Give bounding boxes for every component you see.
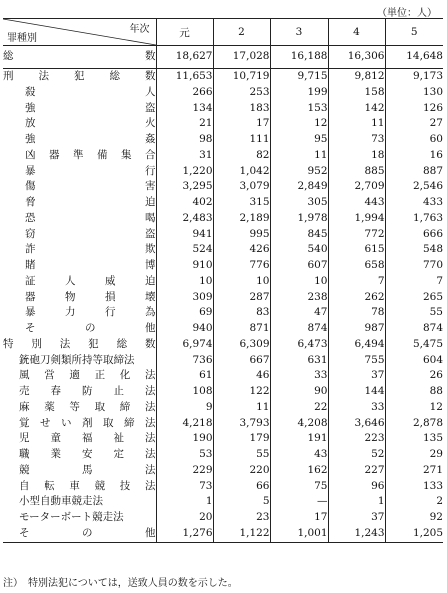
row-label-text: 児 童 福 祉 法 (19, 432, 156, 445)
value-cell: 75 (270, 479, 328, 495)
value-cell: 90 (270, 384, 328, 400)
row-label-text: そ の 他 (25, 322, 156, 334)
table-row (3, 384, 443, 400)
row-label-text: 風 営 適 正 化 法 (19, 369, 156, 382)
row-label-text: 脅 迫 (25, 196, 156, 208)
value-cell: 6,974 (156, 337, 213, 353)
value-cell: 604 (385, 353, 443, 369)
value-cell: 43 (270, 447, 328, 463)
value-cell: 315 (213, 195, 270, 211)
value-cell: 33 (270, 368, 328, 384)
value-cell: 122 (213, 384, 270, 400)
value-cell: 20 (156, 510, 213, 526)
value-cell: 940 (156, 321, 213, 337)
value-cell: 2,189 (213, 211, 270, 227)
value-cell: 21 (156, 116, 213, 132)
value-cell: 191 (270, 431, 328, 447)
value-cell: 952 (270, 164, 328, 180)
value-cell: 1,042 (213, 164, 270, 180)
row-label (3, 132, 156, 148)
row-label-text: 自 転 車 競 技 法 (19, 479, 156, 492)
value-cell: 108 (156, 384, 213, 400)
row-label (3, 463, 156, 479)
value-cell: 1,243 (328, 526, 385, 542)
row-label (3, 195, 156, 211)
value-cell: 16 (385, 148, 443, 164)
value-cell: 9 (156, 400, 213, 416)
value-cell: 18 (328, 148, 385, 164)
value-cell: 66 (213, 479, 270, 495)
table-row (3, 479, 443, 495)
year-header: 2 (213, 19, 270, 46)
group-row (3, 69, 443, 85)
value-cell: 845 (270, 227, 328, 243)
value-cell: 874 (270, 321, 328, 337)
value-cell: 227 (328, 463, 385, 479)
value-cell: 1,122 (213, 526, 270, 542)
value-cell: 770 (385, 258, 443, 274)
year-header: 元 (156, 19, 213, 46)
value-cell: 666 (385, 227, 443, 243)
value-cell: 11 (270, 148, 328, 164)
value-cell: 3,079 (213, 179, 270, 195)
value-cell: 1,001 (270, 526, 328, 542)
row-label-text: 小型自動車競走法 (19, 495, 103, 508)
header-row (3, 19, 443, 46)
row-label (3, 148, 156, 164)
value-cell: 1 (156, 494, 213, 510)
value-cell: 14,648 (385, 46, 443, 69)
row-label (3, 211, 156, 227)
row-label-text: 特 別 法 犯 総 数 (3, 337, 156, 350)
row-label (3, 353, 156, 369)
value-cell: 52 (328, 447, 385, 463)
row-label (3, 290, 156, 306)
row-label-text: 賭 博 (25, 259, 156, 271)
value-cell: 305 (270, 195, 328, 211)
value-cell: 433 (385, 195, 443, 211)
row-label (3, 368, 156, 384)
value-cell: 5,475 (385, 337, 443, 353)
value-cell: 130 (385, 85, 443, 101)
table-row (3, 274, 443, 290)
value-cell: 27 (385, 116, 443, 132)
table-row (3, 431, 443, 447)
value-cell: 667 (213, 353, 270, 369)
value-cell: 871 (213, 321, 270, 337)
row-label (3, 164, 156, 180)
unit-label: （単位：人） (377, 8, 437, 19)
value-cell: 199 (270, 85, 328, 101)
value-cell: 885 (328, 164, 385, 180)
value-cell: 755 (328, 353, 385, 369)
value-cell: 548 (385, 242, 443, 258)
value-cell: 9,812 (328, 69, 385, 85)
row-label-text: 売 春 防 止 法 (19, 385, 156, 397)
value-cell: 524 (156, 242, 213, 258)
value-cell: 1,994 (328, 211, 385, 227)
table-row (3, 290, 443, 306)
year-header: 5 (385, 19, 443, 46)
row-label (3, 431, 156, 447)
value-cell: 2,483 (156, 211, 213, 227)
table-row (3, 101, 443, 117)
value-cell: 16,306 (328, 46, 385, 69)
value-cell: 426 (213, 242, 270, 258)
value-cell: 142 (328, 101, 385, 117)
value-cell: 37 (328, 368, 385, 384)
value-cell: 17 (213, 116, 270, 132)
value-cell: 736 (156, 353, 213, 369)
value-cell: 607 (270, 258, 328, 274)
value-cell: 23 (213, 510, 270, 526)
value-cell: 92 (385, 510, 443, 526)
value-cell: 61 (156, 368, 213, 384)
value-cell: 47 (270, 305, 328, 321)
row-label-text: そ の 他 (19, 526, 156, 539)
value-cell: 6,494 (328, 337, 385, 353)
value-cell: 26 (385, 368, 443, 384)
value-cell: 772 (328, 227, 385, 243)
row-label (3, 227, 156, 243)
row-label (3, 242, 156, 258)
table-row (3, 353, 443, 369)
value-cell: 220 (213, 463, 270, 479)
value-cell: 995 (213, 227, 270, 243)
row-label (3, 321, 156, 337)
row-label-text: 競 馬 法 (19, 463, 156, 476)
table-row (3, 447, 443, 463)
value-cell: 4,218 (156, 416, 213, 432)
value-cell: 874 (385, 321, 443, 337)
row-label (3, 179, 156, 195)
value-cell: 53 (156, 447, 213, 463)
value-cell: 88 (385, 384, 443, 400)
row-label-text: 凶 器 準 備 集 合 (25, 148, 156, 161)
row-label (3, 305, 156, 321)
value-cell: 253 (213, 85, 270, 101)
row-label-text: 放 火 (25, 117, 156, 130)
value-cell: 3,793 (213, 416, 270, 432)
value-cell: 16,188 (270, 46, 328, 69)
value-cell: 83 (213, 305, 270, 321)
row-label-text: 銃砲刀剣類所持等取締法 (19, 353, 135, 366)
value-cell: 266 (156, 85, 213, 101)
value-cell: 22 (270, 400, 328, 416)
value-cell: 7 (328, 274, 385, 290)
value-cell: 238 (270, 290, 328, 306)
value-cell: 55 (213, 447, 270, 463)
value-cell: 10 (156, 274, 213, 290)
value-cell: 2,546 (385, 179, 443, 195)
row-label (3, 337, 156, 353)
row-label-text: 強 盗 (25, 101, 156, 114)
value-cell: 7 (385, 274, 443, 290)
value-cell: 126 (385, 101, 443, 117)
row-label (3, 85, 156, 101)
value-cell: 96 (328, 479, 385, 495)
value-cell: 134 (156, 101, 213, 117)
row-label (3, 400, 156, 416)
row-label-text: 麻 薬 等 取 締 法 (19, 400, 156, 413)
table-row (3, 211, 443, 227)
value-cell: 271 (385, 463, 443, 479)
value-cell: 190 (156, 431, 213, 447)
value-cell: 133 (385, 479, 443, 495)
table-row (3, 148, 443, 164)
value-cell: 10,719 (213, 69, 270, 85)
table-row (3, 164, 443, 180)
value-cell: 658 (328, 258, 385, 274)
value-cell: 443 (328, 195, 385, 211)
table-row (3, 321, 443, 337)
table-row (3, 132, 443, 148)
table-row (3, 305, 443, 321)
row-label-text: 刑 法 犯 総 数 (3, 70, 156, 82)
row-label (3, 416, 156, 432)
table-row (3, 463, 443, 479)
row-label-text: 総 数 (3, 50, 156, 63)
value-cell: 17,028 (213, 46, 270, 69)
row-label-text: 殺 人 (25, 85, 156, 98)
value-cell: 12 (270, 116, 328, 132)
value-cell: 10 (270, 274, 328, 290)
value-cell: 183 (213, 101, 270, 117)
row-label (3, 46, 156, 69)
value-cell: 12 (385, 400, 443, 416)
row-label (3, 479, 156, 495)
value-cell: 144 (328, 384, 385, 400)
value-cell: 887 (385, 164, 443, 180)
value-cell: 615 (328, 242, 385, 258)
table-row (3, 510, 443, 526)
value-cell: 776 (213, 258, 270, 274)
value-cell: 941 (156, 227, 213, 243)
value-cell: 223 (328, 431, 385, 447)
row-label-text: 恐 喝 (25, 211, 156, 224)
group-row (3, 337, 443, 353)
row-label (3, 116, 156, 132)
value-cell: 158 (328, 85, 385, 101)
table-row (3, 526, 443, 542)
row-label (3, 447, 156, 463)
value-cell: 287 (213, 290, 270, 306)
value-cell: 78 (328, 305, 385, 321)
value-cell: 3,295 (156, 179, 213, 195)
value-cell: 10 (213, 274, 270, 290)
value-cell: 18,627 (156, 46, 213, 69)
value-cell: 135 (385, 431, 443, 447)
row-label (3, 494, 156, 510)
row-label-text: 暴 行 (25, 164, 156, 177)
value-cell: 11 (213, 400, 270, 416)
table-row (3, 195, 443, 211)
year-header: 4 (328, 19, 385, 46)
row-label (3, 510, 156, 526)
row-label-text: 覚 せ い 剤 取 締 法 (19, 416, 156, 429)
row-label (3, 274, 156, 290)
row-label-text: 職 業 安 定 法 (19, 448, 156, 460)
value-cell: 11,653 (156, 69, 213, 85)
value-cell: 262 (328, 290, 385, 306)
value-cell: 95 (270, 132, 328, 148)
value-cell: 2,849 (270, 179, 328, 195)
value-cell: 265 (385, 290, 443, 306)
statistics-table (3, 18, 443, 543)
value-cell: 9,173 (385, 69, 443, 85)
value-cell: 179 (213, 431, 270, 447)
table-row (3, 368, 443, 384)
row-label-text: 詐 欺 (25, 243, 156, 256)
row-label (3, 258, 156, 274)
row-label-text: 証 人 威 迫 (25, 274, 156, 287)
value-cell: 17 (270, 510, 328, 526)
value-cell: 910 (156, 258, 213, 274)
value-cell: 73 (328, 132, 385, 148)
value-cell: 55 (385, 305, 443, 321)
row-label-text: 傷 害 (25, 180, 156, 193)
value-cell: 11 (328, 116, 385, 132)
value-cell: 29 (385, 447, 443, 463)
value-cell: 37 (328, 510, 385, 526)
value-cell: 82 (213, 148, 270, 164)
year-header: 3 (270, 19, 328, 46)
row-label-text: モーターボート競走法 (19, 511, 124, 523)
footnote: 注） 特別法犯については，送致人員の数を示した。 (3, 578, 238, 589)
table-row (3, 116, 443, 132)
value-cell: 540 (270, 242, 328, 258)
table-row (3, 400, 443, 416)
value-cell: 9,715 (270, 69, 328, 85)
value-cell: 2,709 (328, 179, 385, 195)
value-cell: 1,978 (270, 211, 328, 227)
value-cell: 153 (270, 101, 328, 117)
value-cell: 1,763 (385, 211, 443, 227)
value-cell: 631 (270, 353, 328, 369)
table-row (3, 416, 443, 432)
row-label (3, 526, 156, 542)
value-cell: 73 (156, 479, 213, 495)
value-cell: — (270, 494, 328, 510)
header-corner (3, 19, 156, 46)
value-cell: 1,220 (156, 164, 213, 180)
value-cell: 2,878 (385, 416, 443, 432)
value-cell: 162 (270, 463, 328, 479)
value-cell: 98 (156, 132, 213, 148)
row-label-text: 窃 盗 (25, 227, 156, 240)
table-row (3, 227, 443, 243)
value-cell: 229 (156, 463, 213, 479)
value-cell: 309 (156, 290, 213, 306)
value-cell: 60 (385, 132, 443, 148)
row-label-text: 強 姦 (25, 133, 156, 145)
value-cell: 1,276 (156, 526, 213, 542)
table-row (3, 85, 443, 101)
row-label (3, 101, 156, 117)
value-cell: 6,473 (270, 337, 328, 353)
value-cell: 1 (328, 494, 385, 510)
table-row (3, 179, 443, 195)
table-row (3, 258, 443, 274)
corner-category-label: 罪種別 (7, 33, 37, 44)
value-cell: 2 (385, 494, 443, 510)
value-cell: 402 (156, 195, 213, 211)
corner-year-label: 年次 (129, 24, 150, 35)
total-row (3, 46, 443, 69)
value-cell: 5 (213, 494, 270, 510)
row-label (3, 69, 156, 85)
value-cell: 33 (328, 400, 385, 416)
table-row (3, 494, 443, 510)
row-label-text: 器 物 損 壊 (25, 290, 156, 303)
table-row (3, 242, 443, 258)
row-label-text: 暴 力 行 為 (25, 306, 156, 319)
value-cell: 31 (156, 148, 213, 164)
value-cell: 4,208 (270, 416, 328, 432)
value-cell: 69 (156, 305, 213, 321)
value-cell: 46 (213, 368, 270, 384)
value-cell: 111 (213, 132, 270, 148)
value-cell: 6,309 (213, 337, 270, 353)
row-label (3, 384, 156, 400)
value-cell: 987 (328, 321, 385, 337)
value-cell: 1,205 (385, 526, 443, 542)
value-cell: 3,646 (328, 416, 385, 432)
